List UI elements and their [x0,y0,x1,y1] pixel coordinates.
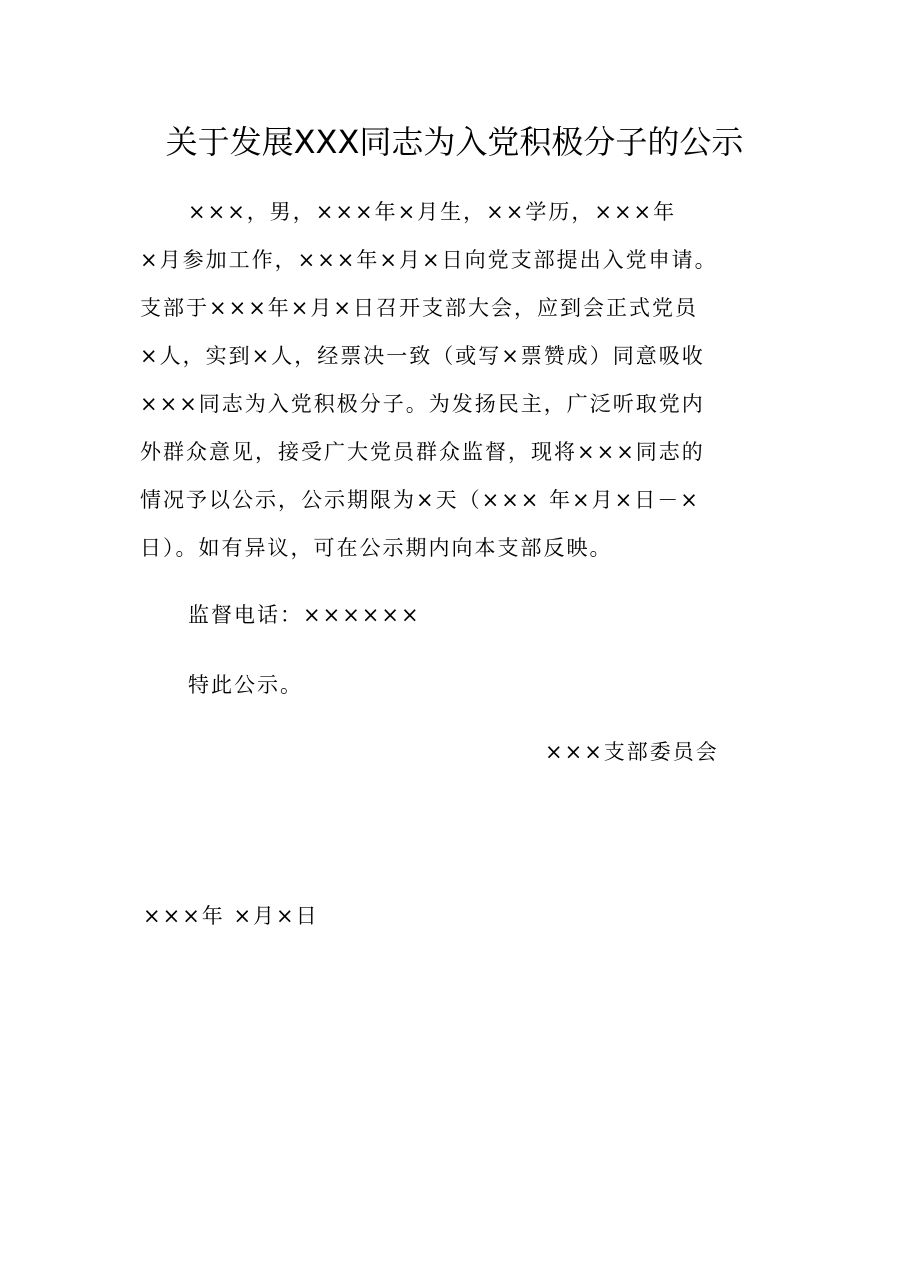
signature: ×××支部委员会 [545,740,719,764]
body-line-1: ×××，男，×××年×月生，××学历，×××年 [188,200,677,224]
body-line-8: 日）。如有异议，可在公示期内向本支部反映。 [140,536,613,560]
body-line-5: ×××同志为入党积极分子。为发扬民主，广泛听取党内 [140,392,705,416]
document-title: 关于发展XXX同志为入党积极分子的公示 [165,123,744,161]
body-line-7: 情况予以公示，公示期限为×天（××× 年×月×日－× [140,488,700,512]
date-line: ×××年 ×月×日 [143,904,319,928]
body-line-2: ×月参加工作，×××年×月×日向党支部提出入党申请。 [140,248,718,272]
body-line-4: ×人，实到×人，经票决一致（或写×票赞成）同意吸收 [140,344,705,368]
phone-line: 监督电话：×××××× [188,603,421,627]
closing-line: 特此公示。 [188,673,303,697]
body-line-6: 外群众意见，接受广大党员群众监督，现将×××同志的 [140,440,705,464]
body-line-3: 支部于×××年×月×日召开支部大会，应到会正式党员 [140,296,698,320]
